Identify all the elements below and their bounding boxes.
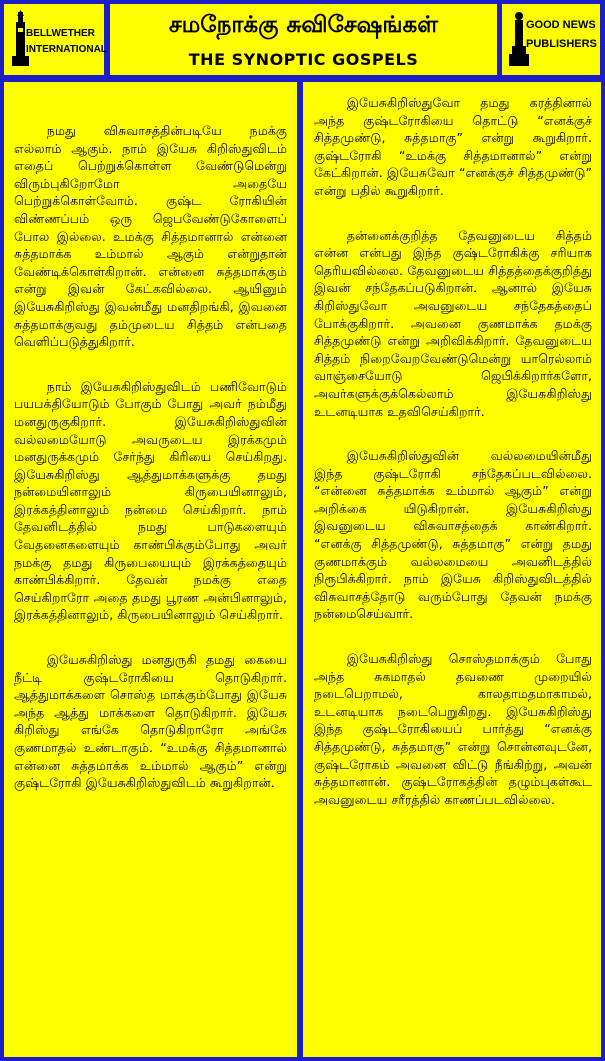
right-paragraph-4: இயேசுகிறிஸ்து சொஸ்தமாக்கும் போது அந்த சுகமாதல் தவணை முறையில் நடைபெறாமல், காலதாமதமாகாமல், உடனடியாக நடைபெறுகிறது. இயேசுகிறிஸ்து இந்த குஷ்டரோகியைப் பார்த்து “எனக்கு சித்தமுண்டு, சுத்தமாகு” என்று சொன்னவுடனே, குஷ்டரோகம் அவனை விட்டு நீங்கிற்று, அவன் சுத்தமானான். குஷ்டரோகத்தின் தழும்புகள்கூட அவனுடைய சரீரத்தில் காணப்படவில்லை. xyxy=(314,651,592,807)
header-bar xyxy=(0,0,605,82)
right-paragraph-2: தன்னைக்குறித்த தேவனுடைய சித்தம் என்ன என்பது இந்த குஷ்டரோகிக்கு சரியாக தெரியவில்லை. தேவனுடைய சித்தத்தைக்குறித்து இவன் சந்தேகப்படுகிறான். ஆனால் இயேசு கிறிஸ்துவோ அவனுடைய சந்தேகத்தைப் போக்குகிறார். அவனை குணமாக்க தமக்கு சித்தமுண்டு என்று அறிவிக்கிறார். தேவனுடைய சித்தம் நிறைவேறவேண்டுமென்று யாரெல்லாம் வாஞ்சையோடு ஜெபிக்கிறார்களோ, அவர்களுக்குக்கெல்லாம் இயேசுகிறிஸ்து உடனடியாக உதவிசெய்கிறார். xyxy=(314,227,592,419)
right-column xyxy=(303,82,601,1057)
logo-right-text: GOOD NEWS PUBLISHERS xyxy=(526,19,597,50)
left-column xyxy=(4,82,297,1057)
good-news-logo xyxy=(502,4,600,75)
left-paragraph-2: நாம் இயேசுகிறிஸ்துவிடம் பணிவோடும் பயபக்தியோடும் போகும் போது அவர் நம்மீது மனதுருகுகிறார். இயேசுகிறிஸ்துவின் வல்லமையோடு அவருடைய இரக்கமும் மனதுருக்கமும் சேர்ந்து கிரியை செய்கிறது. இயேசுகிறிஸ்து ஆத்துமாக்களுக்கு தமது நன்மையினாலும் கிருபையினாலும், இரக்கத்தினாலும் நன்மை செய்கிறார். நாம் தேவனிடத்தில் நமது பாடுகளையும் வேதனைகளையும் காண்பிக்கும்போது அவர் நமக்கு தமது கிருபையையும் இரக்கத்தையும் காண்பிக்கிறார். தேவன் நமக்கு எதை செய்கிறாரோ அதை தமது பூரண அன்பினாலும், இரக்கத்தினாலும், கிருபையினாலும் செய்கிறார். xyxy=(14,378,287,623)
logo-left-text: BELLWETHER INTERNATIONAL xyxy=(26,28,107,55)
left-paragraph-1: நமது விசுவாசத்தின்படியே நமக்கு எல்லாம் ஆகும். நாம் இயேசு கிறிஸ்துவிடம் எதைப் பெற்றுக்கொள்ள வேண்டுமென்று விரும்புகிறோமோ அதையே பெற்றுக்கொள்வோம். குஷ்ட ரோகியின் விண்ணப்பம் ஒரு ஜெபவேண்டுகோளைப் போல இல்லை. உமக்கு சித்தமானால் என்னை சுத்தமாக்க உம்மால் ஆகும் என்றுதான் வேண்டிக்கொள்கிறான். என்னை சுத்தமாக்கும் என்று இவன் கேட்கவில்லை. ஆயினும் இயேசுகிறிஸ்து இவன்மீது மனதிறங்கி, இவனை சுத்தமாக்குவது தம்முடைய சித்தம் என்பதை வெளிப்படுத்துகிறார். xyxy=(14,123,287,350)
right-paragraph-3: இயேசுகிறிஸ்துவின் வல்லமையின்மீது இந்த குஷ்டரோகி சந்தேகப்படவில்லை. “என்னை சுத்தமாக்க உம்மால் ஆகும்” என்று அறிக்கை யிடுகிறான். இயேசுகிறிஸ்து இவனுடைய விசுவாசத்தைக் காண்கிறார். “எனக்கு சித்தமுண்டு, சுத்தமாகு” என்று தமது குணமாக்கும் வல்லமையை அவனிடத்தில் நிரூபிக்கிறார். நாம் இயேசு கிறிஸ்துவிடத்தில் விசுவாசத்தோடு வரும்போது தேவன் நமக்கு நன்மைசெய்வார். xyxy=(314,448,592,622)
page-title-tamil: சமநோக்கு சுவிசேஷங்கள் xyxy=(169,12,438,38)
bellwether-logo xyxy=(4,4,107,75)
page-title-english: THE SYNOPTIC GOSPELS xyxy=(188,50,419,69)
right-paragraph-1: இயேசுகிறிஸ்துவோ தமது கரத்தினால் அந்த குஷ்டரோகியை தொட்டு “எனக்குச் சித்தமுண்டு, சுத்தமாகு” என்று கூறுகிறார். குஷ்டரோகி “உமக்கு சித்தமானால்” என்று கேட்கிறான். இயேசுவோ “எனக்குச் சித்தமுண்டு” என்று பதில் கூறுகிறார். xyxy=(314,95,592,198)
title-panel xyxy=(110,4,497,75)
left-paragraph-3: இயேசுகிறிஸ்து மனதுருகி தமது கையை நீட்டி குஷ்டரோகியை தொடுகிறார். ஆத்துமாக்களை சொஸ்த மாக்கும்போது இயேசு அந்த ஆத்து மாக்களை தொடுகிறார். இயேசு கிறிஸ்து எங்கே தொடுகிறாரோ அங்கே குணமாதல் உண்டாகும். “உமக்கு சித்தமானால் என்னை சுத்தமாக்க உம்மால் ஆகும்” என்று குஷ்டரோகி இயேசுகிறிஸ்துவிடம் கூறுகிறான். xyxy=(14,652,287,791)
